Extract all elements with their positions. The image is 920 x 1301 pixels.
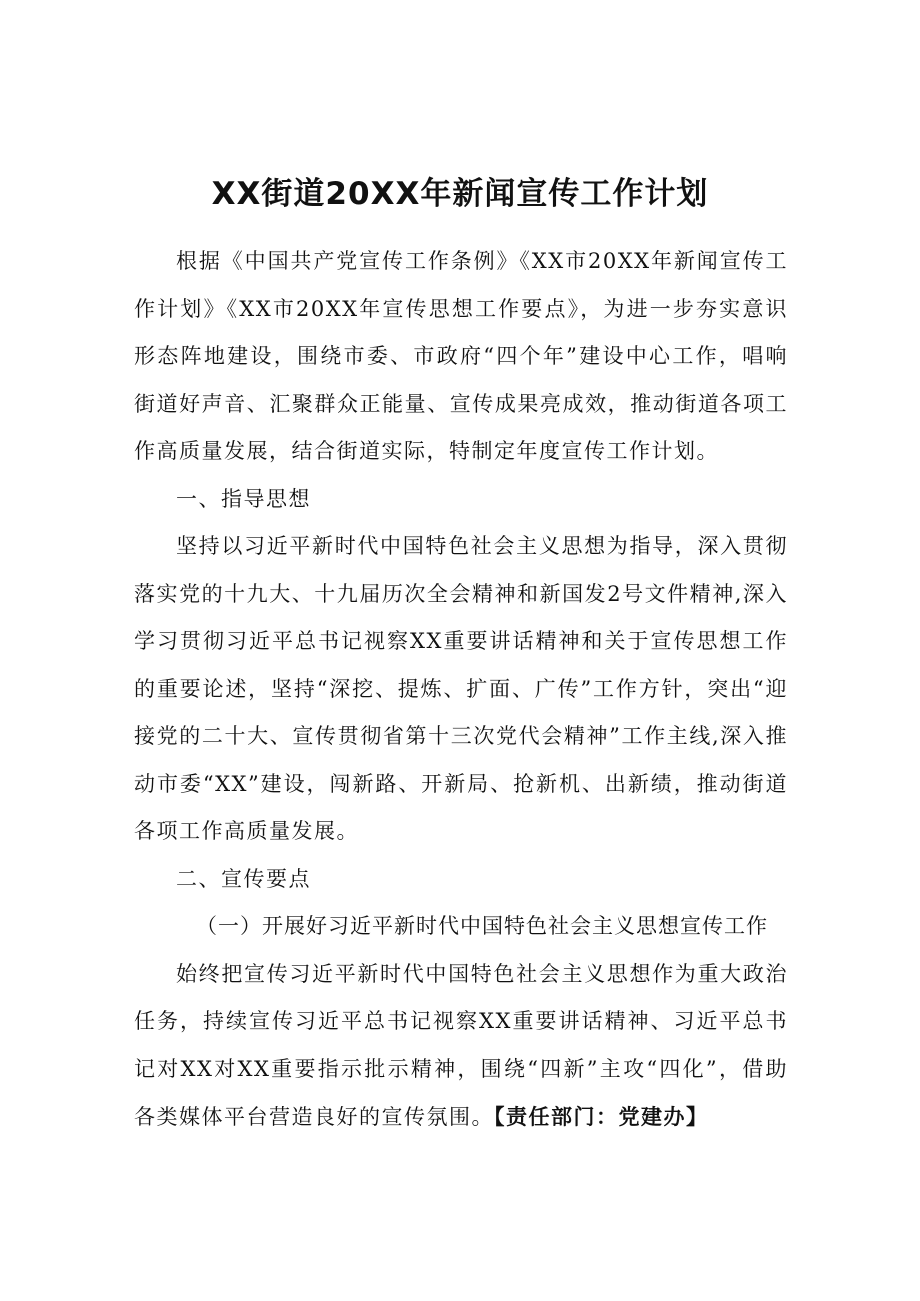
responsible-department: 【责任部门：党建办】 — [494, 1104, 709, 1129]
subsection-1-body: 始终把宣传习近平新时代中国特色社会主义思想作为重大政治任务，持续宣传习近平总书记视察XX重要讲话精神、习近平总书记对XX对XX重要指示批示精神，围绕“四新”主攻“四化”，借助各类媒体平台营造良好的宣传氛围。 — [134, 961, 788, 1129]
subsection-1-paragraph — [134, 951, 788, 1142]
section-heading-guiding-thought: 一、指导思想 — [176, 486, 311, 511]
guiding-thought-paragraph: 坚持以习近平新时代中国特色社会主义思想为指导，深入贯彻落实党的十九大、十九届历次全会精神和新国发2号文件精神,深入学习贯彻习近平总书记视察XX重要讲话精神和关于宣传思想工作的重要论述，坚持“深挖、提炼、扩面、广传”工作方针，突出“迎接党的二十大、宣传贯彻省第十三次党代会精神”工作主线,深入推动市委“XX”建设，闯新路、开新局、抢新机、出新绩，推动街道各项工作高质量发展。 — [134, 534, 788, 843]
subsection-heading-1: （一）开展好习近平新时代中国特色社会主义思想宣传工作 — [196, 914, 768, 938]
intro-paragraph: 根据《中国共产党宣传工作条例》《XX市20XX年新闻宣传工作计划》《XX市20XX年宣传思想工作要点》，为进一步夯实意识形态阵地建设，围绕市委、市政府“四个年”建设中心工作，唱响街道好声音、汇聚群众正能量、宣传成果亮成效，推动街道各项工作高质量发展，结合街道实际，特制定年度宣传工作计划。 — [134, 249, 788, 463]
page-title: XX街道20XX年新闻宣传工作计划 — [211, 176, 709, 212]
section-heading-publicity-points: 二、宣传要点 — [176, 866, 311, 891]
document-body — [134, 238, 788, 1142]
